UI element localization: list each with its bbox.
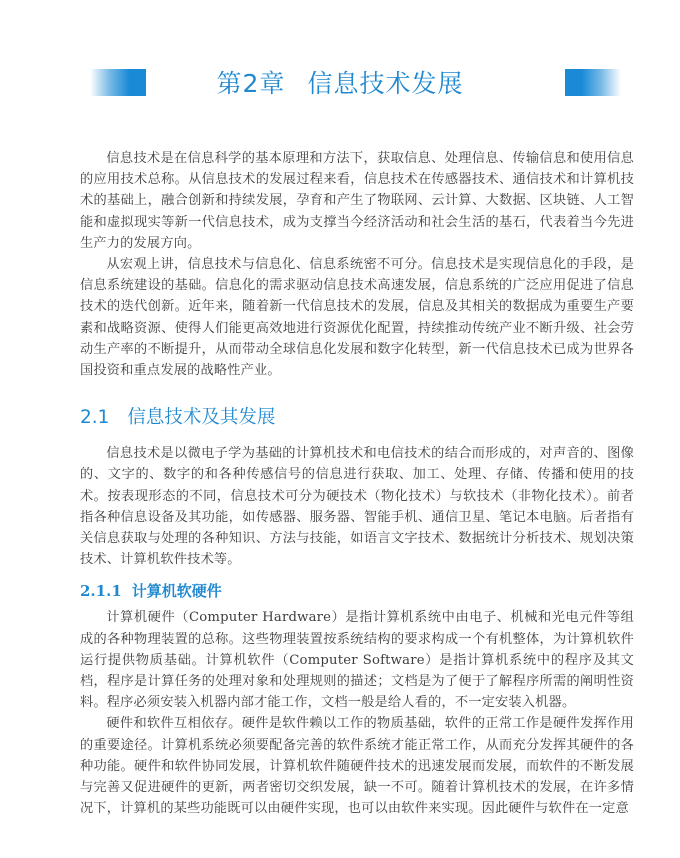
chapter-number: 第2章 [216, 69, 286, 98]
chapter-header [0, 62, 680, 102]
section-heading-2-1 [80, 403, 634, 429]
subsection-number: 2.1.1 [80, 582, 122, 601]
intro-paragraph-2: 从宏观上讲，信息技术与信息化、信息系统密不可分。信息技术是实现信息化的手段，是信息系统建设的基础。信息化的需求驱动信息技术高速发展，信息系统的广泛应用促进了信息技术的迭代创新。近年来，随着新一代信息技术的发展，信息及其相关的数据成为重要生产要素和战略资源、使得人们能更高效地进行资源优化配置，持续推动传统产业不断升级、社会劳动生产率的不断提升，从而带动全球信息化发展和数字化转型，新一代信息技术已成为世界各国投资和重点发展的战略性产业。 [80, 257, 634, 379]
subsection-title: 计算机软硬件 [131, 582, 222, 601]
section-2-1-1-paragraph-1: 计算机硬件（Computer Hardware）是指计算机系统中由电子、机械和光电元件等组成的各种物理装置的总称。这些物理装置按系统结构的要求构成一个有机整体，为计算机软件运行提供物质基础。计算机软件（Computer Software）是指计算机系统中的程序及其文档，程序是计算任务的处理对象和处理规则的描述；文档是为了便于了解程序所需的阐明性资料。程序必须安装入机器内部才能工作，文档一般是给人看的，不一定安装入机器。 [80, 610, 634, 711]
section-title: 信息技术及其发展 [127, 407, 276, 429]
section-number: 2.1 [80, 407, 110, 429]
chapter-title-text: 信息技术发展 [307, 69, 464, 98]
intro-paragraph-1: 信息技术是在信息科学的基本原理和方法下，获取信息、处理信息、传输信息和使用信息的应用技术总称。从信息技术的发展过程来看，信息技术在传感器技术、通信技术和计算机技术的基础上，融合创新和持续发展，孕育和产生了物联网、云计算、大数据、区块链、人工智能和虚拟现实等新一代信息技术，成为支撑当今经济活动和社会生活的基石，代表着当今先进生产力的发展方向。 [80, 151, 634, 251]
decorative-gradient-bar-right [565, 69, 621, 96]
section-heading-2-1-1 [80, 580, 634, 601]
section-2-1-paragraph-1: 信息技术是以微电子学为基础的计算机技术和电信技术的结合而形成的，对声音的、图像的、文字的、数字的和各种传感信号的信息进行获取、加工、处理、存储、传播和使用的技术。按表现形态的不同，信息技术可分为硬技术（物化技术）与软技术（非物化技术）。前者指各种信息设备及其功能，如传感器、服务器、智能手机、通信卫星、笔记本电脑。后者指有关信息获取与处理的各种知识、方法与技能，如语言文字技术、数据统计分析技术、规划决策技术、计算机软件技术等。 [80, 446, 634, 568]
section-2-1-1-paragraph-2: 硬件和软件互相依存。硬件是软件赖以工作的物质基础，软件的正常工作是硬件发挥作用的重要途径。计算机系统必须要配备完善的软件系统才能正常工作，从而充分发挥其硬件的各种功能。硬件和软件协同发展，计算机软件随硬件技术的迅速发展而发展，而软件的不断发展与完善又促进硬件的更新，两者密切交织发展，缺一不可。随着计算机技术的发展，在许多情况下，计算机的某些功能既可以由硬件实现，也可以由软件来实现。因此硬件与软件在一定意 [80, 716, 634, 817]
page-body [80, 148, 634, 819]
